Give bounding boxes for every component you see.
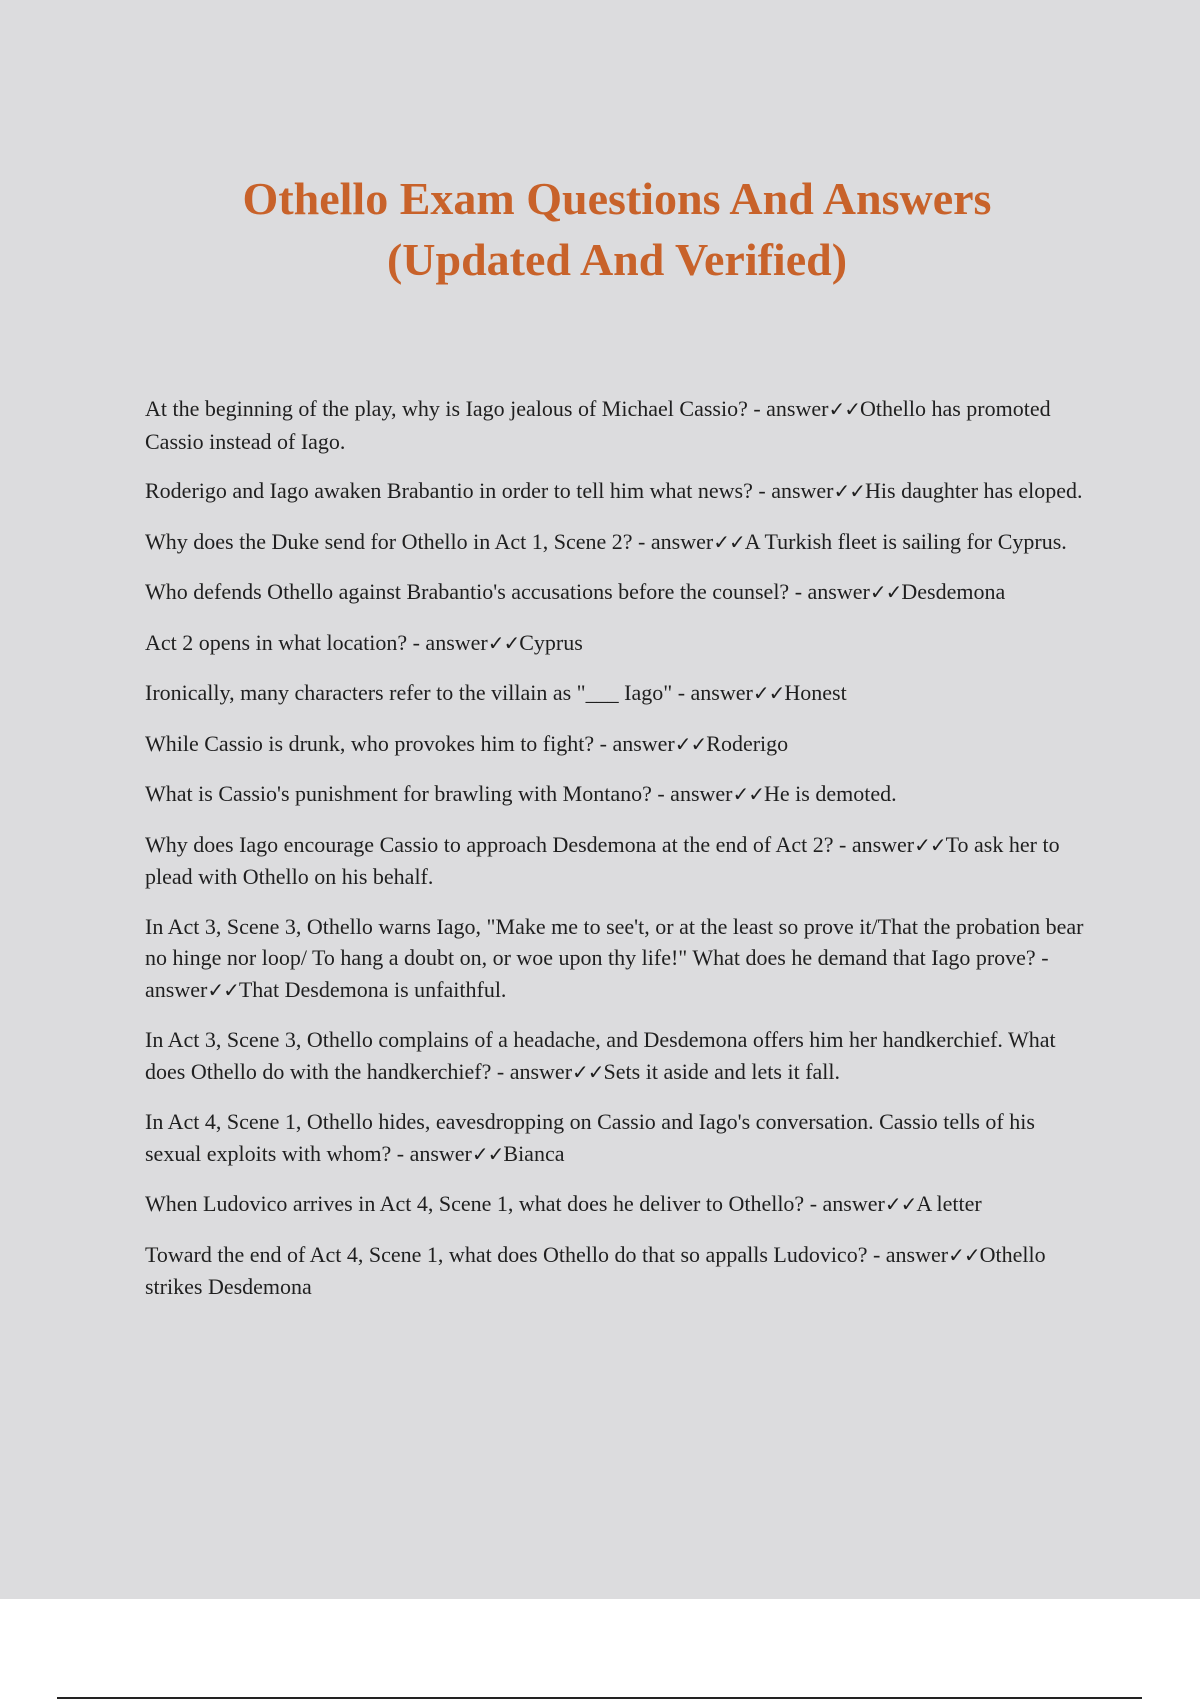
double-check-icon: ✓✓: [833, 479, 866, 503]
qa-item: [145, 677, 1090, 710]
question-text: What is Cassio's punishment for brawling with Montano? - answer: [145, 781, 733, 806]
answer-text: Othello has promoted Cassio instead of Iago.: [145, 396, 1051, 454]
double-check-icon: ✓✓: [752, 681, 785, 705]
double-check-icon: ✓✓: [674, 731, 707, 756]
qa-item: [145, 1239, 1090, 1303]
question-text: While Cassio is drunk, who provokes him to fight? - answer: [145, 730, 675, 756]
answer-text: His daughter has eloped.: [865, 478, 1083, 503]
question-text: Roderigo and Iago awaken Brabantio in order to tell him what news? - answer: [145, 478, 834, 503]
answer-text: That Desdemona is unfaithful.: [238, 976, 507, 1002]
qa-item: [145, 728, 1090, 761]
answer-text: Desdemona: [901, 579, 1006, 604]
qa-item: [145, 393, 1090, 457]
answer-text: A letter: [916, 1191, 982, 1216]
answer-text: He is demoted.: [764, 781, 897, 806]
double-check-icon: ✓✓: [732, 782, 764, 806]
question-text: At the beginning of the play, why is Iago jealous of Michael Cassio? - answer: [145, 396, 829, 421]
double-check-icon: ✓✓: [572, 1059, 604, 1084]
question-text: Ironically, many characters refer to the villain as "___ Iago" - answer: [145, 680, 753, 705]
title-line-1: Othello Exam Questions And Answers: [242, 173, 992, 224]
double-check-icon: ✓✓: [713, 529, 745, 554]
answer-text: Honest: [784, 680, 847, 705]
question-text: Act 2 opens in what location? - answer: [145, 629, 488, 655]
answer-text: Cyprus: [519, 629, 583, 655]
question-text: In Act 3, Scene 3, Othello complains of a headache, and Desdemona offers him her handkerchief. What does Othello do with the handkerchief? - answer: [145, 1027, 1056, 1084]
double-check-icon: ✓✓: [884, 1192, 917, 1216]
qa-item: [145, 1188, 1090, 1221]
answer-text: To ask her to plead with Othello on his behalf.: [145, 831, 1060, 889]
title-line-2: (Updated And Verified): [386, 234, 848, 285]
qa-item: [145, 911, 1090, 1007]
question-text: Toward the end of Act 4, Scene 1, what does Othello do that so appalls Ludovico? - answer: [145, 1241, 949, 1267]
question-text: In Act 3, Scene 3, Othello warns Iago, "Make me to see't, or at the least so prove it/That the probation bear no hinge nor loop/ To hang a doubt on, or woe upon thy life!" What does he demand that Iago prove? - answer: [145, 913, 1084, 1002]
qa-item: [145, 829, 1090, 893]
qa-item: [145, 1106, 1090, 1170]
double-check-icon: ✓✓: [948, 1242, 980, 1267]
answer-text: Othello strikes Desdemona: [145, 1241, 1046, 1299]
qa-item: [145, 778, 1090, 811]
qa-item: [145, 576, 1090, 609]
answer-text: Bianca: [503, 1140, 565, 1166]
question-text: When Ludovico arrives in Act 4, Scene 1, what does he deliver to Othello? - answer: [145, 1191, 885, 1216]
question-text: Why does Iago encourage Cassio to approach Desdemona at the end of Act 2? - answer: [145, 831, 915, 857]
question-text: Why does the Duke send for Othello in Act 1, Scene 2? - answer: [145, 528, 714, 554]
answer-text: Roderigo: [706, 730, 789, 756]
double-check-icon: ✓✓: [471, 1141, 504, 1166]
question-text: In Act 4, Scene 1, Othello hides, eavesdropping on Cassio and Iago's conversation. Cassio tells of his sexual exploits with whom? - answer: [145, 1109, 1035, 1166]
answer-text: A Turkish fleet is sailing for Cyprus.: [744, 528, 1067, 554]
question-text: Who defends Othello against Brabantio's accusations before the counsel? - answer: [145, 579, 870, 604]
qa-item: [145, 1024, 1090, 1088]
double-check-icon: ✓✓: [487, 630, 520, 655]
double-check-icon: ✓✓: [207, 977, 239, 1002]
document-title: [0, 168, 1200, 290]
answer-text: Sets it aside and lets it fall.: [603, 1058, 841, 1084]
double-check-icon: ✓✓: [828, 397, 860, 421]
question-answer-list: [145, 393, 1090, 1321]
double-check-icon: ✓✓: [869, 580, 902, 604]
qa-item: [145, 526, 1090, 559]
qa-item: [145, 627, 1090, 660]
footer-divider: [57, 1697, 1142, 1699]
qa-item: [145, 475, 1090, 508]
double-check-icon: ✓✓: [914, 832, 946, 857]
